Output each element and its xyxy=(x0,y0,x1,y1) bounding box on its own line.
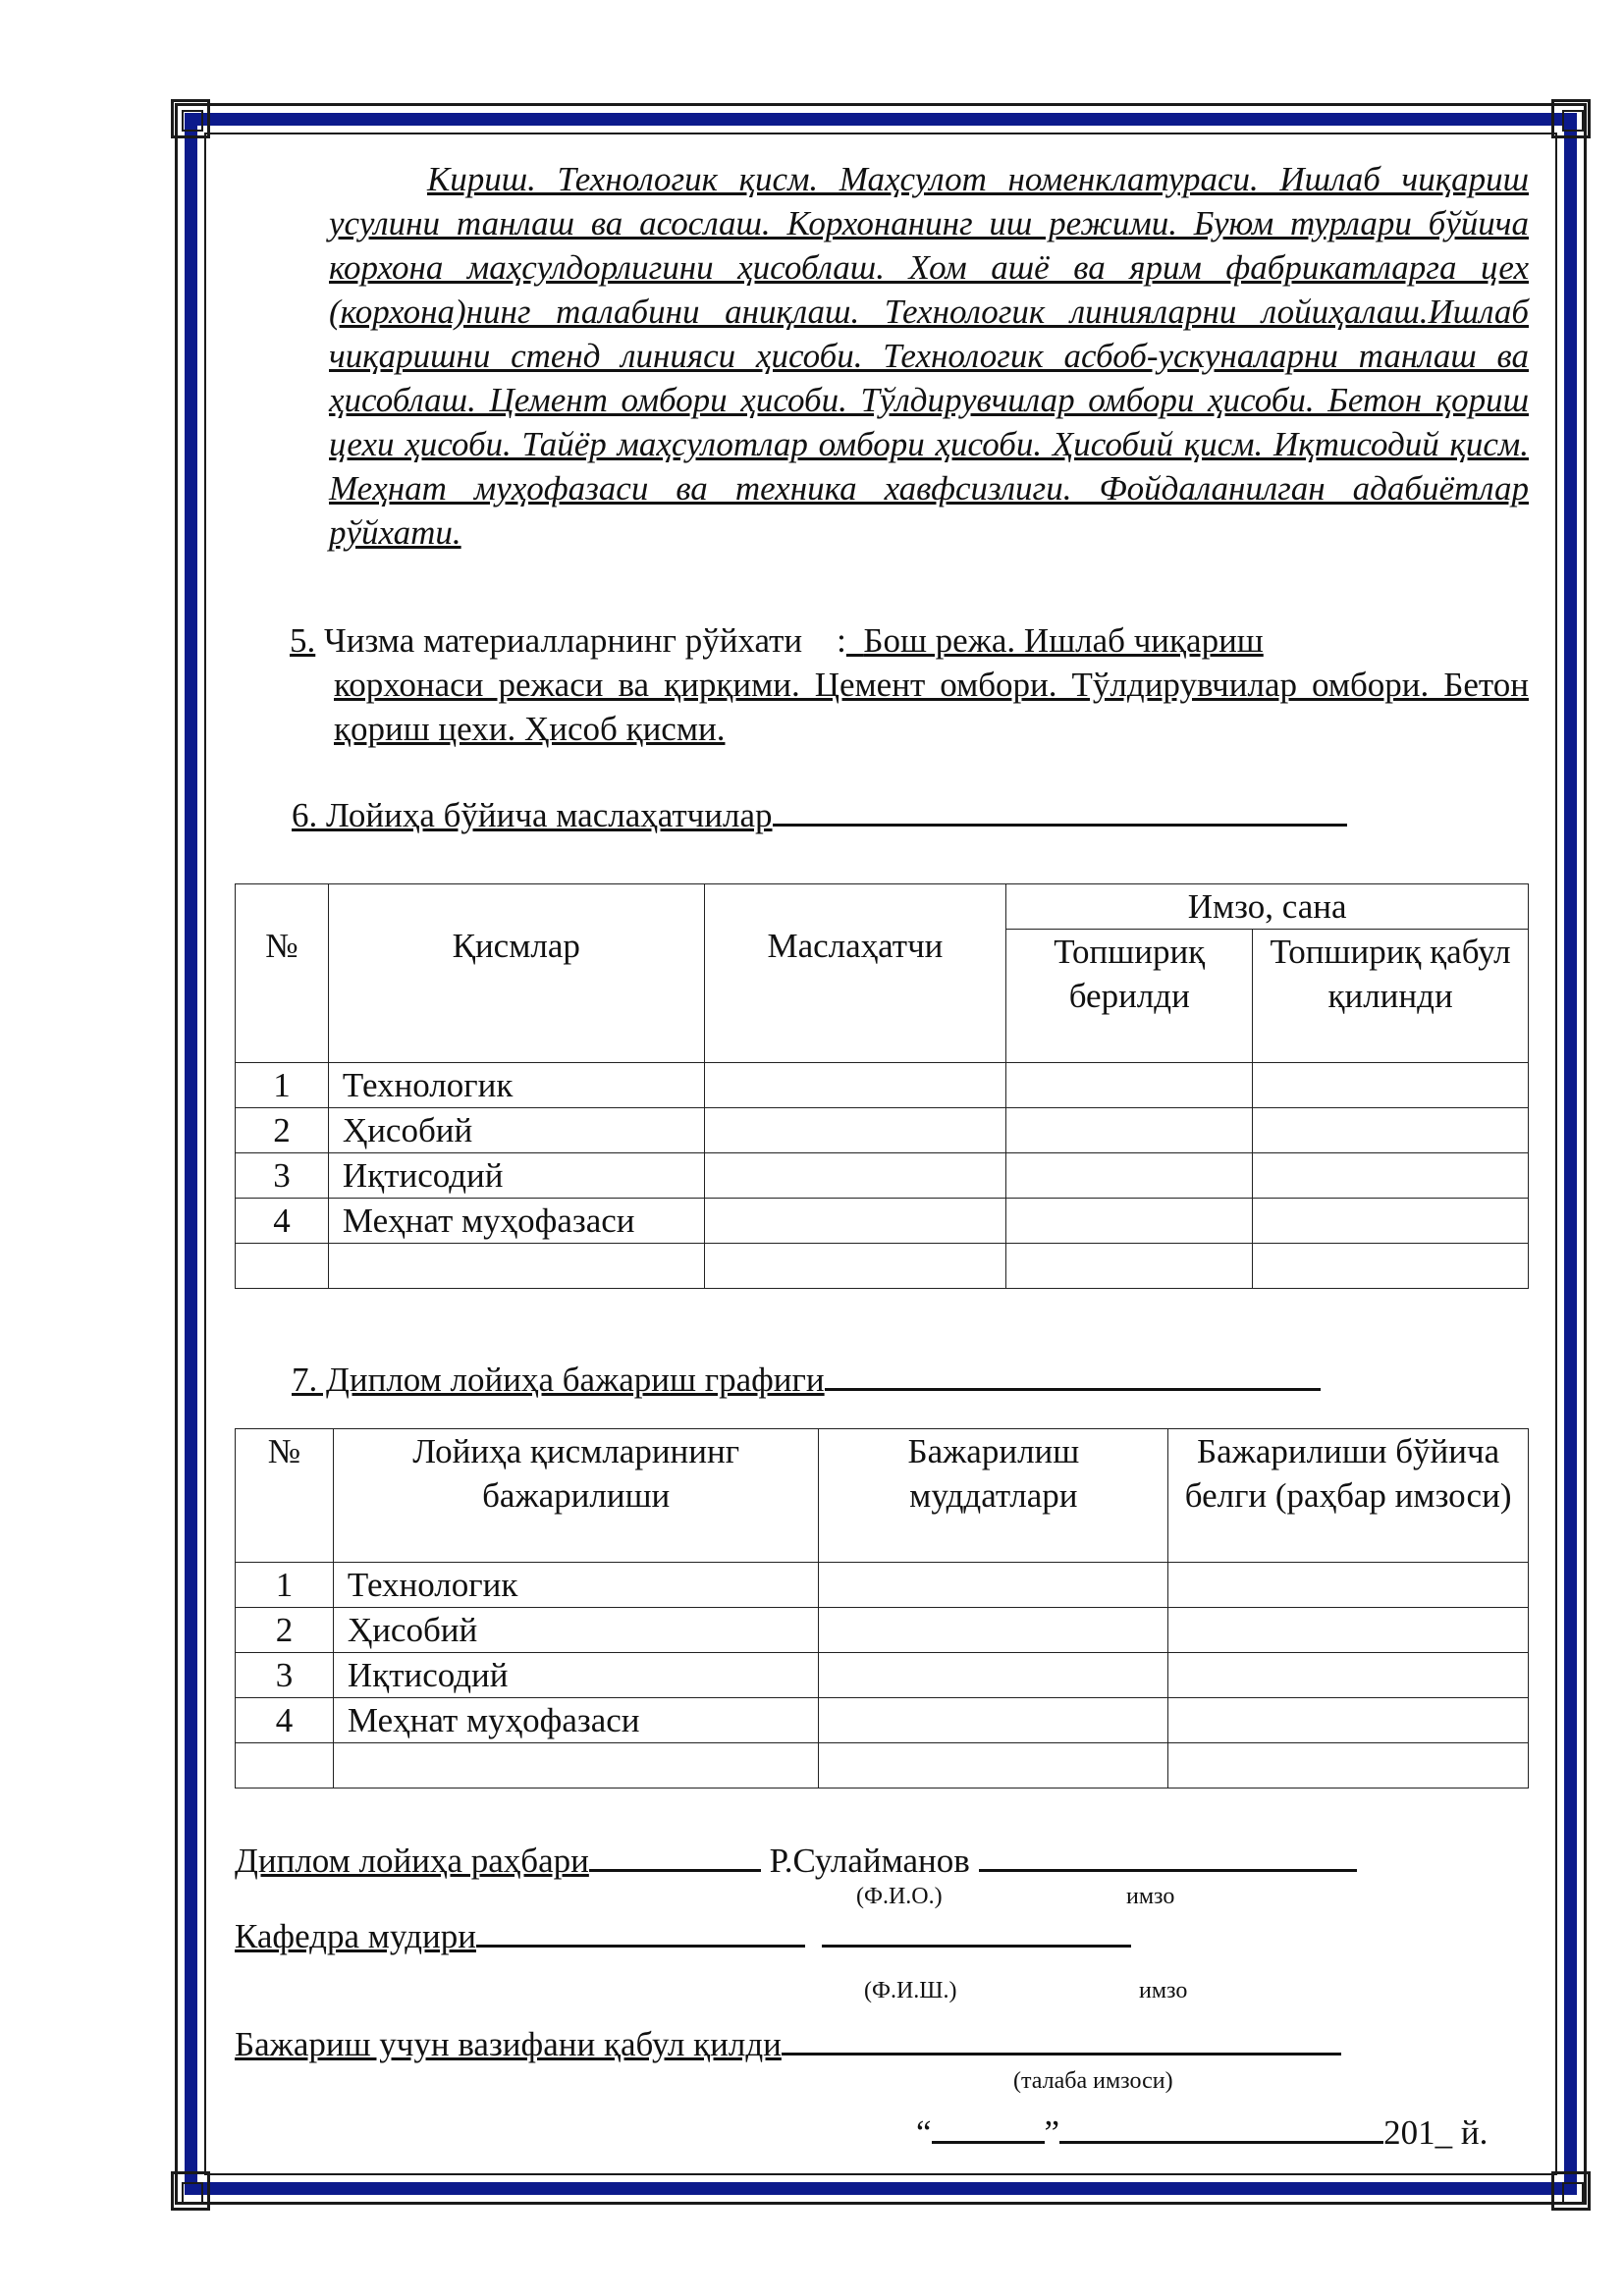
table-row: 2 Ҳисобий xyxy=(236,1608,1529,1653)
table-row: 4 Меҳнат муҳофазаси xyxy=(236,1199,1529,1244)
accepted-line xyxy=(235,2022,1341,2066)
fish-caption: (Ф.И.Ш.) xyxy=(864,1978,957,2003)
table-row: 3 Иқтисодий xyxy=(236,1653,1529,1698)
fill-line xyxy=(825,1387,1321,1391)
department-head-label: Кафедра мудири xyxy=(235,1917,476,1955)
header-parts: Қисмлар xyxy=(328,884,704,1063)
fill-line xyxy=(773,823,1347,827)
header-number: № xyxy=(236,884,329,1063)
frame-corner-ornament xyxy=(1551,2171,1591,2211)
item-value-first-line: Бош режа. Ишлаб чиқариш xyxy=(863,621,1264,660)
table-row: 4 Меҳнат муҳофазаси xyxy=(236,1698,1529,1743)
supervisor-label: Диплом лойиҳа раҳбари xyxy=(235,1842,589,1880)
item-label: Чизма материалларнинг рўйхати xyxy=(324,621,803,660)
table-row xyxy=(236,1244,1529,1289)
year-text: 201_ й. xyxy=(1383,2113,1489,2152)
table-row: 2 Ҳисобий xyxy=(236,1108,1529,1153)
schedule-table xyxy=(235,1428,1529,1789)
signature-caption: имзо xyxy=(1139,1978,1188,2003)
item-colon: : xyxy=(837,621,846,660)
supervisor-name: Р.Сулайманов xyxy=(769,1842,970,1880)
header-task-accepted: Топшириқ қабул қилинди xyxy=(1253,930,1529,1063)
table-row: 1 Технологик xyxy=(236,1563,1529,1608)
item-value-rest: корхонаси режаси ва қирқими. Цемент омбори. Тўлдирувчилар омбори. Бетон қориш цехи. Ҳисоб қисми. xyxy=(334,666,1529,748)
project-contents-text: Кириш. Технологик қисм. Маҳсулот номенклатураси. Ишлаб чиқариш усулини танлаш ва асослаш. Корхонанинг иш режими. Буюм турлари бўйича корхона маҳсулдорлигини ҳисоблаш. Хом ашё ва ярим фабрикатларга цех (корхона)нинг талабини аниқлаш. Технологик линияларни лойиҳалаш.Ишлаб чиқаришни стенд линияси ҳисоби. Технологик асбоб-ускуналарни танлаш ва ҳисоблаш. Цемент омбори ҳисоби. Тўлдирувчилар омбори ҳисоби. Бетон қориш цехи ҳисоби. Тайёр маҳсулотлар омбори ҳисоби. Ҳисобий қисм. Иқтисодий қисм. Меҳнат муҳофазаси ва техника хавфсизлиги. Фойдаланилган адабиётлар рўйхати. xyxy=(329,160,1529,552)
schedule-heading: 7. Диплом лойиҳа бажариш графиги xyxy=(292,1358,1321,1402)
item-number: 5. xyxy=(290,621,316,660)
frame-corner-ornament xyxy=(1551,99,1591,138)
header-sign-date: Имзо, сана xyxy=(1006,884,1529,930)
table-row xyxy=(236,1743,1529,1789)
supervisor-line xyxy=(235,1839,1357,1883)
table-row: 1 Технологик xyxy=(236,1063,1529,1108)
student-signature-caption: (талаба имзоси) xyxy=(1013,2068,1173,2094)
header-deadlines: Бажарилиш муддатлари xyxy=(819,1429,1168,1563)
header-mark: Бажарилиши бўйича белги (раҳбар имзоси) xyxy=(1168,1429,1529,1563)
header-number: № xyxy=(236,1429,334,1563)
drawing-materials-list xyxy=(290,618,1529,751)
header-parts: Лойиҳа қисмларининг бажарилиши xyxy=(333,1429,819,1563)
department-head-line xyxy=(235,1914,1131,1958)
frame-corner-ornament xyxy=(171,99,210,138)
date-line: “ ” 201_ й. xyxy=(916,2113,1489,2152)
consultants-table xyxy=(235,883,1529,1289)
frame-corner-ornament xyxy=(171,2171,210,2211)
fio-caption: (Ф.И.О.) xyxy=(856,1884,943,1909)
accepted-label: Бажариш учун вазифани қабул қилди xyxy=(235,2025,782,2063)
table-row: 3 Иқтисодий xyxy=(236,1153,1529,1199)
header-consultant: Маслаҳатчи xyxy=(704,884,1006,1063)
signature-caption: имзо xyxy=(1126,1884,1175,1909)
header-task-given: Топшириқ берилди xyxy=(1006,930,1253,1063)
consultants-heading: 6. Лойиҳа бўйича маслаҳатчилар xyxy=(292,793,1347,837)
